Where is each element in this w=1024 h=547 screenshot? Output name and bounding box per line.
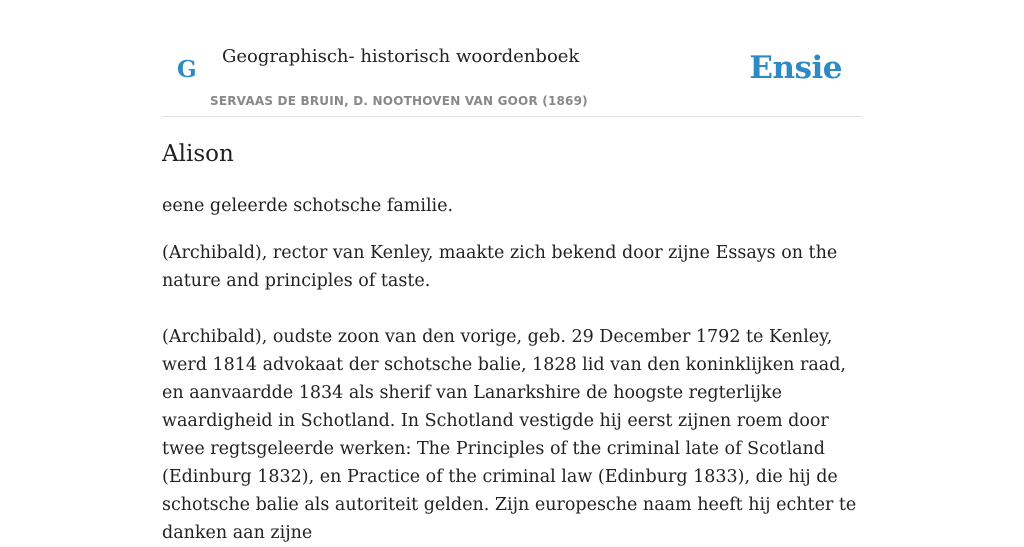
ensie-logo[interactable]: Ensie bbox=[749, 50, 842, 86]
book-title[interactable]: Geographisch- historisch woordenboek bbox=[222, 46, 580, 67]
entry-title: Alison bbox=[162, 141, 234, 167]
entry-content bbox=[162, 138, 862, 547]
entry-paragraph: (Archibald), rector van Kenley, maakte zich bekend door zijne Essays on the nature and principles of taste. bbox=[162, 243, 838, 291]
entry-paragraph: (Archibald), oudste zoon van den vorige, geb. 29 December 1792 te Kenley, werd 1814 advokaat der schotsche balie, 1828 lid van den koninklijken raad, en aanvaardde 1834 als sherif van Lanarkshire de hoogste regterlijke waardigheid in Schotland. In Schotland vestigde hij eerst zijnen roem door twee regtsgeleerde werken: The Principles of the criminal late of Scotland (Edinburg 1832), en Practice of the criminal law (Edinburg 1833), die hij de schotsche balie als autoriteit gelden. Zijn europesche naam heeft hij echter te danken aan zijne bbox=[162, 327, 857, 543]
header bbox=[162, 0, 862, 117]
entry-paragraph: eene geleerde schotsche familie. bbox=[162, 196, 454, 216]
book-authors: SERVAAS DE BRUIN, D. NOOTHOVEN VAN GOOR (1869) bbox=[210, 94, 588, 108]
book-logo-icon[interactable]: G bbox=[177, 56, 197, 83]
